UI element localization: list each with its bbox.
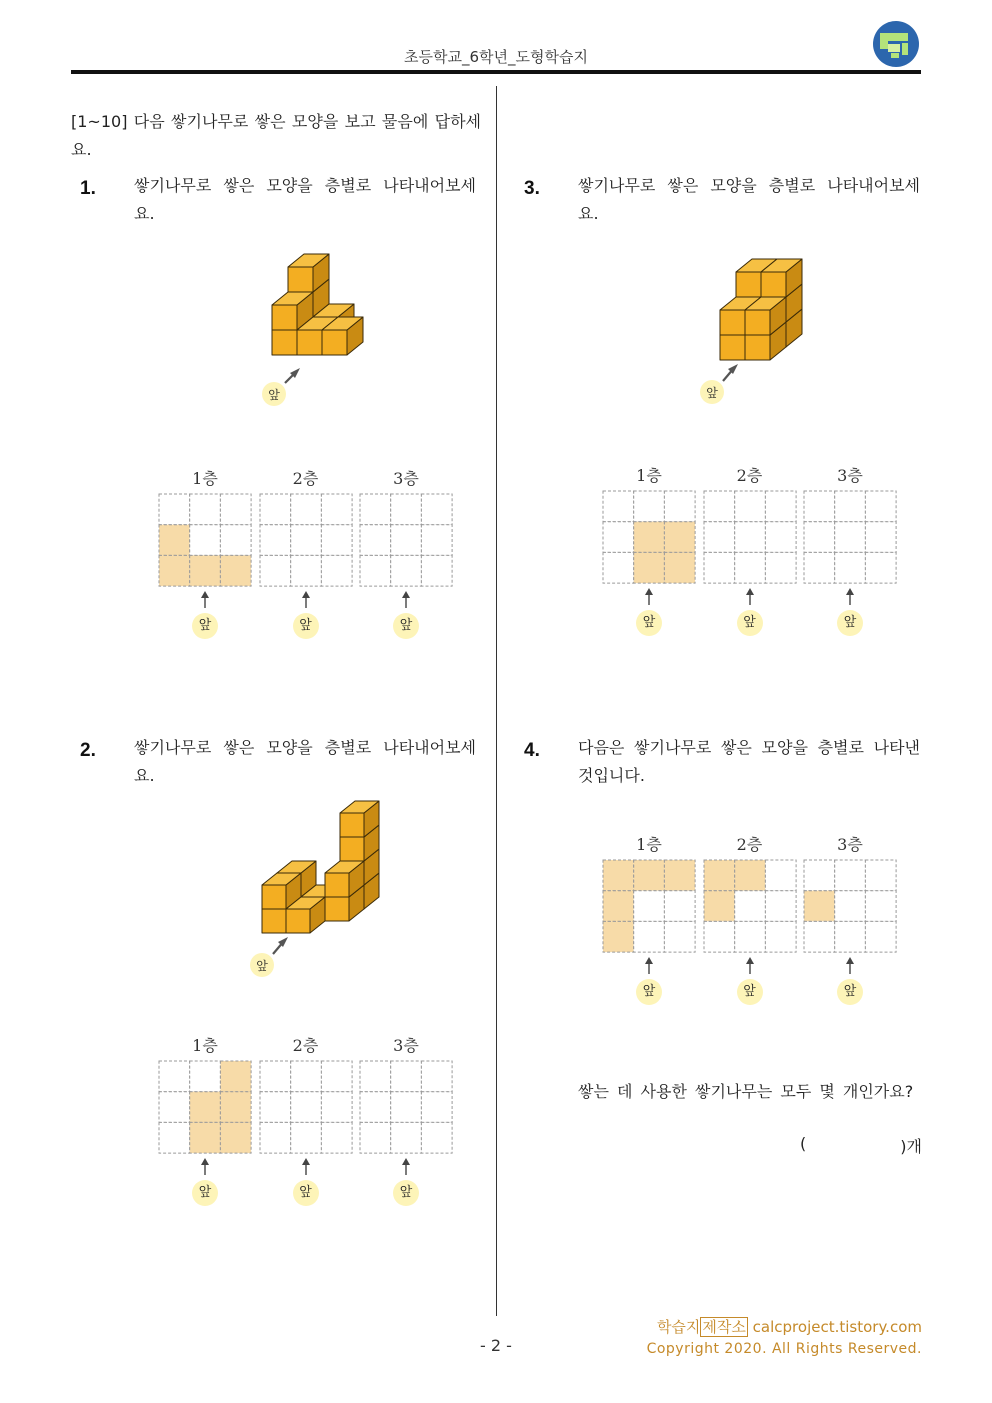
grid-cell [220, 525, 251, 556]
grid-cell-filled [603, 921, 634, 952]
grid-cell [734, 491, 765, 522]
grid-cell [704, 921, 735, 952]
floor-grid[interactable] [359, 493, 453, 587]
question-number: 4. [524, 740, 540, 761]
front-badge: 앞 [293, 1180, 319, 1206]
credit-b: 제작소 [702, 1318, 746, 1336]
floor-grid[interactable] [703, 490, 797, 584]
arrow-up-icon [198, 1158, 212, 1176]
block-figure [690, 232, 820, 407]
question-number: 3. [524, 178, 540, 199]
grid-cell [159, 1061, 190, 1092]
floor-grid[interactable] [359, 1060, 453, 1154]
grid-cell [360, 1092, 391, 1123]
credit-line [600, 1316, 922, 1337]
floor-label: 1층 [636, 466, 662, 485]
grid-cell [664, 891, 695, 922]
grid-cell [421, 555, 452, 586]
grid-cell [734, 891, 765, 922]
grid-cell-filled [704, 860, 735, 891]
page-header-title: 초등학교_6학년_도형학습지 [404, 48, 588, 66]
front-badge: 앞 [393, 613, 419, 639]
grid-cell-filled [603, 891, 634, 922]
floor-grid[interactable] [602, 490, 696, 584]
grid-cell-filled [664, 522, 695, 553]
grid-cell [260, 1061, 291, 1092]
svg-text:앞: 앞 [706, 386, 718, 400]
floor-grid[interactable] [602, 859, 696, 953]
grid-cell [421, 1122, 452, 1153]
grid-cell [321, 1122, 352, 1153]
floor-label: 3층 [393, 1036, 419, 1055]
question-text: 쌓기나무로 쌓은 모양을 층별로 나타내어보세요. [578, 176, 920, 223]
grid-cell [804, 522, 835, 553]
grid-cell [865, 891, 896, 922]
floor-grid[interactable] [803, 859, 897, 953]
grid-cell [391, 494, 422, 525]
front-badge: 앞 [737, 979, 763, 1005]
floor-grid[interactable] [803, 490, 897, 584]
grid-cell [804, 921, 835, 952]
grid-cell [664, 921, 695, 952]
grid-cell-filled [664, 552, 695, 583]
grid-cell-filled [220, 1092, 251, 1123]
svg-text:앞: 앞 [268, 388, 280, 402]
arrow-up-icon [843, 957, 857, 975]
grid-cell [835, 522, 866, 553]
floor-label: 2층 [292, 469, 319, 488]
grid-cell [765, 522, 796, 553]
grid-cell [664, 491, 695, 522]
grid-cell [260, 494, 291, 525]
floor-label: 2층 [292, 1036, 319, 1055]
arrow-up-icon [642, 957, 656, 975]
grid-cell [865, 552, 896, 583]
arrow-up-icon [743, 588, 757, 606]
grid-cell [835, 891, 866, 922]
floor-label: 1층 [192, 469, 218, 488]
front-badge: 앞 [192, 1180, 218, 1206]
grid-cell [704, 491, 735, 522]
grid-cell [290, 1061, 321, 1092]
grid-cell-filled [190, 555, 221, 586]
grid-cell [290, 1092, 321, 1123]
question-text: 쌓기나무로 쌓은 모양을 층별로 나타내어보세요. [134, 176, 476, 223]
grid-cell [835, 491, 866, 522]
grid-cell-filled [190, 1122, 221, 1153]
grid-cell [765, 552, 796, 583]
grid-cell [734, 522, 765, 553]
grid-cell [321, 494, 352, 525]
grid-cell [835, 921, 866, 952]
arrow-up-icon [198, 591, 212, 609]
grid-cell [804, 491, 835, 522]
arrow-up-icon [399, 591, 413, 609]
grid-cell-filled [220, 1061, 251, 1092]
grid-cell [391, 1122, 422, 1153]
grid-cell [734, 552, 765, 583]
header-rule [71, 70, 921, 74]
grid-cell-filled [634, 860, 665, 891]
grid-cell [190, 1061, 221, 1092]
grid-cell-filled [603, 860, 634, 891]
instruction-text: [1~10] 다음 쌓기나무로 쌓은 모양을 보고 물음에 답하세요. [71, 112, 481, 159]
grid-cell [159, 494, 190, 525]
grid-cell [765, 860, 796, 891]
grid-cell [765, 921, 796, 952]
grid-cell [190, 494, 221, 525]
grid-cell-filled [704, 891, 735, 922]
floor-grid[interactable] [259, 1060, 353, 1154]
floor-grid[interactable] [259, 493, 353, 587]
block-figure [240, 795, 390, 980]
grid-cell [391, 555, 422, 586]
grid-cell [360, 494, 391, 525]
front-badge: 앞 [837, 979, 863, 1005]
grid-cell [421, 1061, 452, 1092]
answer-unit: )개 [900, 1137, 922, 1156]
grid-cell [704, 522, 735, 553]
grid-cell-filled [664, 860, 695, 891]
grid-cell [220, 494, 251, 525]
grid-cell-filled [634, 522, 665, 553]
floor-label: 2층 [736, 466, 763, 485]
grid-cell [290, 494, 321, 525]
grid-cell [290, 1122, 321, 1153]
floor-grid[interactable] [158, 493, 252, 587]
question-text: 다음은 쌓기나무로 쌓은 모양을 층별로 나타낸 것입니다. [578, 738, 920, 785]
grid-cell-filled [634, 552, 665, 583]
grid-cell [603, 491, 634, 522]
grid-cell [321, 525, 352, 556]
grid-cell [360, 1122, 391, 1153]
question-number: 1. [80, 178, 96, 199]
grid-cell-filled [159, 525, 190, 556]
grid-cell [260, 525, 291, 556]
grid-cell [765, 491, 796, 522]
floor-label: 3층 [837, 466, 863, 485]
floor-label: 2층 [736, 835, 763, 854]
credit-a: 학습지 [656, 1318, 701, 1336]
question-text: 쌓기나무로 쌓은 모양을 층별로 나타내어보세요. [134, 738, 476, 785]
grid-cell [260, 1092, 291, 1123]
grid-cell [159, 1092, 190, 1123]
grid-cell [260, 1122, 291, 1153]
grid-cell [391, 1092, 422, 1123]
front-indicator [262, 368, 300, 406]
grid-cell [290, 525, 321, 556]
grid-cell [865, 921, 896, 952]
copyright-text: Copyright 2020. All Rights Reserved. [646, 1341, 922, 1357]
front-badge: 앞 [293, 613, 319, 639]
grid-cell [421, 525, 452, 556]
grid-cell [260, 555, 291, 586]
grid-cell [634, 491, 665, 522]
arrow-up-icon [642, 588, 656, 606]
grid-cell [804, 552, 835, 583]
grid-cell [634, 891, 665, 922]
svg-text:앞: 앞 [256, 959, 268, 973]
answer-open-paren: ( [800, 1134, 807, 1153]
floor-label: 1층 [636, 835, 662, 854]
grid-cell [321, 555, 352, 586]
grid-cell [391, 525, 422, 556]
sub-question-text: 쌓는 데 사용한 쌓기나무는 모두 몇 개인가요? [578, 1082, 914, 1101]
grid-cell [804, 860, 835, 891]
arrow-up-icon [399, 1158, 413, 1176]
floor-label: 3층 [837, 835, 863, 854]
floor-grid[interactable] [703, 859, 797, 953]
page-number: - 2 - [480, 1336, 512, 1355]
grid-cell [321, 1092, 352, 1123]
grid-cell-filled [220, 555, 251, 586]
grid-cell [835, 860, 866, 891]
grid-cell [734, 921, 765, 952]
front-badge: 앞 [192, 613, 218, 639]
grid-cell [190, 525, 221, 556]
grid-cell [360, 555, 391, 586]
grid-cell [603, 522, 634, 553]
grid-cell [765, 891, 796, 922]
arrow-up-icon [299, 591, 313, 609]
grid-cell [421, 494, 452, 525]
grid-cell [634, 921, 665, 952]
front-indicator [700, 364, 738, 404]
grid-cell [704, 552, 735, 583]
grid-cell-filled [734, 860, 765, 891]
grid-cell [391, 1061, 422, 1092]
floor-grid[interactable] [158, 1060, 252, 1154]
grid-cell-filled [190, 1092, 221, 1123]
floor-label: 1층 [192, 1036, 218, 1055]
grid-cell [360, 1061, 391, 1092]
column-divider [496, 86, 497, 1316]
grid-cell [865, 522, 896, 553]
front-badge: 앞 [636, 979, 662, 1005]
grid-cell [835, 552, 866, 583]
grid-cell [865, 860, 896, 891]
front-badge: 앞 [393, 1180, 419, 1206]
question-number: 2. [80, 740, 96, 761]
arrow-up-icon [299, 1158, 313, 1176]
grid-cell [360, 525, 391, 556]
logo-icon [872, 20, 920, 68]
grid-cell-filled [804, 891, 835, 922]
front-badge: 앞 [636, 610, 662, 636]
block-figure [250, 240, 390, 410]
grid-cell-filled [159, 555, 190, 586]
arrow-up-icon [843, 588, 857, 606]
front-badge: 앞 [837, 610, 863, 636]
floor-label: 3층 [393, 469, 419, 488]
grid-cell [290, 555, 321, 586]
front-badge: 앞 [737, 610, 763, 636]
grid-cell [865, 491, 896, 522]
grid-cell [603, 552, 634, 583]
credit-site[interactable]: calcproject.tistory.com [747, 1318, 922, 1336]
arrow-up-icon [743, 957, 757, 975]
grid-cell [421, 1092, 452, 1123]
grid-cell-filled [220, 1122, 251, 1153]
front-indicator [250, 937, 288, 977]
grid-cell [321, 1061, 352, 1092]
grid-cell [159, 1122, 190, 1153]
